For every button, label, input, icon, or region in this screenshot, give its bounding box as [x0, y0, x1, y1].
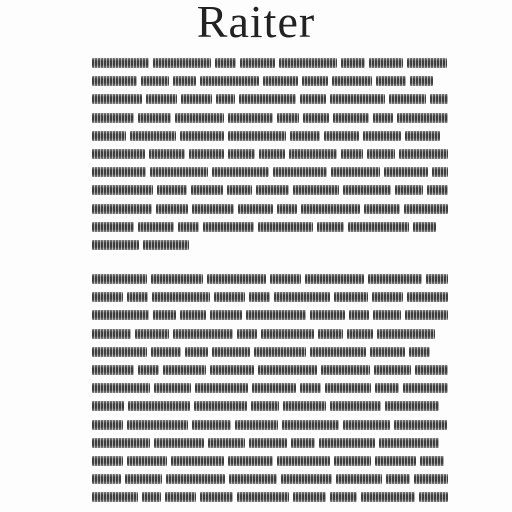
text-word [373, 113, 393, 123]
text-word [138, 222, 174, 232]
text-word [281, 474, 332, 484]
text-line [92, 416, 448, 434]
text-word [92, 149, 145, 159]
text-word [154, 438, 204, 448]
text-word [92, 113, 134, 123]
text-word [238, 204, 273, 214]
text-word [175, 113, 224, 123]
text-word [228, 149, 255, 159]
text-word [237, 329, 257, 339]
text-word [343, 185, 391, 195]
text-word [330, 94, 385, 104]
text-word [301, 204, 360, 214]
text-word [343, 420, 390, 430]
text-word [92, 185, 153, 195]
text-word [92, 329, 131, 339]
text-word [318, 329, 343, 339]
text-word [228, 456, 273, 466]
text-word [283, 401, 326, 411]
text-word [163, 365, 206, 375]
text-line [92, 145, 448, 163]
text-word [399, 149, 448, 159]
text-word [92, 420, 123, 430]
text-word [92, 240, 139, 250]
text-word [369, 58, 403, 68]
text-word [156, 204, 188, 214]
text-word [364, 204, 400, 214]
text-word [173, 76, 196, 86]
text-word [143, 240, 189, 250]
text-word [274, 292, 330, 302]
text-word [420, 456, 444, 466]
text-word [127, 292, 148, 302]
text-word [273, 167, 327, 177]
text-word [214, 292, 245, 302]
text-word [379, 438, 439, 448]
text-word [325, 383, 371, 393]
text-line [92, 163, 448, 181]
text-word [208, 438, 245, 448]
text-word [185, 347, 208, 357]
text-word [394, 420, 447, 430]
text-word [289, 149, 337, 159]
text-word [332, 76, 372, 86]
text-word [210, 310, 242, 320]
text-word [130, 131, 176, 141]
text-word [348, 222, 409, 232]
text-line [92, 72, 448, 90]
text-word [385, 401, 439, 411]
text-word [293, 185, 339, 195]
text-word [405, 310, 448, 320]
text-word [249, 438, 287, 448]
text-word [192, 420, 231, 430]
text-word [212, 167, 269, 177]
text-line [92, 109, 448, 127]
text-word [331, 167, 380, 177]
text-word [279, 58, 337, 68]
text-word [194, 401, 247, 411]
text-word [154, 383, 191, 393]
text-line [92, 306, 448, 324]
text-word [254, 347, 306, 357]
text-word [180, 310, 206, 320]
text-word [375, 456, 416, 466]
text-word [310, 310, 345, 320]
text-word [305, 274, 364, 284]
text-word [330, 401, 381, 411]
text-word [290, 131, 320, 141]
text-word [324, 131, 359, 141]
text-word [427, 185, 448, 195]
text-word [125, 474, 162, 484]
text-word [228, 113, 273, 123]
text-word [149, 149, 185, 159]
text-word [92, 131, 126, 141]
text-word [181, 94, 212, 104]
text-word [228, 131, 286, 141]
text-word [92, 474, 121, 484]
paragraph-1 [92, 54, 448, 254]
text-word [341, 58, 365, 68]
text-word [212, 347, 250, 357]
text-word [386, 474, 410, 484]
paragraph-2 [92, 270, 448, 506]
text-word [152, 292, 210, 302]
text-word [92, 492, 138, 502]
text-word [263, 76, 298, 86]
text-word [373, 310, 401, 320]
text-word [409, 347, 430, 357]
text-word [92, 94, 142, 104]
text-word [92, 456, 123, 466]
text-word [229, 474, 277, 484]
text-word [347, 329, 373, 339]
document-title: Raiter [196, 0, 316, 47]
text-word [92, 347, 147, 357]
text-word [92, 274, 147, 284]
text-word [210, 365, 254, 375]
text-word [368, 274, 422, 284]
text-word [92, 58, 149, 68]
text-line [92, 397, 448, 415]
text-word [215, 58, 236, 68]
text-word [135, 329, 169, 339]
text-word [415, 365, 448, 375]
text-word [151, 274, 203, 284]
text-word [141, 76, 169, 86]
text-word [216, 94, 235, 104]
text-word [397, 113, 448, 123]
text-word [403, 383, 448, 393]
text-word [142, 492, 161, 502]
text-word [92, 222, 134, 232]
text-word [419, 492, 448, 502]
text-word [150, 167, 208, 177]
text-word [414, 474, 448, 484]
text-word [317, 222, 344, 232]
text-line [92, 379, 448, 397]
text-word [92, 310, 149, 320]
text-word [192, 204, 234, 214]
text-word [166, 474, 225, 484]
text-word [377, 329, 435, 339]
text-word [165, 492, 196, 502]
text-word [237, 492, 289, 502]
text-word [138, 113, 171, 123]
text-word [92, 76, 137, 86]
text-word [178, 222, 199, 232]
text-word [300, 383, 321, 393]
text-word [138, 365, 159, 375]
text-word [407, 292, 448, 302]
text-word [374, 365, 411, 375]
text-line [92, 288, 448, 306]
text-line [92, 434, 448, 452]
text-line [92, 343, 448, 361]
text-word [341, 149, 363, 159]
text-word [189, 149, 224, 159]
text-line [92, 325, 448, 343]
text-line [92, 90, 448, 108]
text-word [249, 292, 270, 302]
text-word [349, 310, 369, 320]
text-word [277, 204, 297, 214]
text-word [370, 347, 405, 357]
text-line [92, 236, 448, 254]
text-word [191, 185, 223, 195]
text-word [426, 274, 448, 284]
text-word [235, 420, 278, 430]
text-word [405, 131, 440, 141]
text-word [171, 456, 224, 466]
text-word [430, 94, 448, 104]
text-word [277, 113, 299, 123]
text-line [92, 452, 448, 470]
text-word [128, 401, 190, 411]
text-word [127, 420, 188, 430]
text-word [92, 383, 150, 393]
text-word [246, 310, 306, 320]
text-word [333, 113, 369, 123]
text-word [92, 365, 134, 375]
text-line [92, 200, 448, 218]
text-word [157, 185, 187, 195]
text-word [153, 58, 211, 68]
text-word [180, 131, 224, 141]
text-word [92, 292, 123, 302]
text-word [372, 292, 403, 302]
text-word [151, 347, 181, 357]
text-word [319, 438, 375, 448]
text-word [410, 76, 433, 86]
text-word [92, 438, 150, 448]
text-word [277, 456, 330, 466]
text-line [92, 270, 448, 288]
text-word [239, 94, 296, 104]
text-word [92, 167, 146, 177]
text-word [302, 76, 328, 86]
text-line [92, 54, 448, 72]
text-word [361, 492, 415, 502]
text-word [92, 204, 152, 214]
text-word [363, 131, 401, 141]
text-word [240, 58, 275, 68]
text-word [256, 185, 289, 195]
text-word [330, 492, 357, 502]
text-word [195, 383, 248, 393]
text-word [270, 274, 301, 284]
text-word [173, 329, 233, 339]
text-word [252, 383, 296, 393]
text-word [367, 149, 395, 159]
text-word [127, 456, 167, 466]
text-word [251, 401, 279, 411]
text-word [146, 94, 177, 104]
text-word [432, 167, 448, 177]
text-word [153, 310, 176, 320]
text-word [336, 474, 382, 484]
text-word [334, 456, 371, 466]
text-word [413, 222, 436, 232]
text-word [384, 167, 428, 177]
text-word [92, 401, 124, 411]
text-word [227, 185, 252, 195]
text-word [291, 438, 315, 448]
text-word [259, 149, 285, 159]
text-line [92, 181, 448, 199]
text-line [92, 218, 448, 236]
text-word [395, 185, 423, 195]
text-word [321, 365, 370, 375]
text-word [203, 222, 254, 232]
text-word [282, 420, 339, 430]
text-word [389, 94, 426, 104]
text-line [92, 127, 448, 145]
text-word [207, 274, 266, 284]
text-word [300, 94, 326, 104]
text-word [407, 58, 447, 68]
text-word [376, 76, 406, 86]
text-word [310, 347, 366, 357]
text-word [334, 292, 368, 302]
text-line [92, 488, 448, 506]
text-word [375, 383, 399, 393]
text-word [258, 365, 317, 375]
text-line [92, 470, 448, 488]
text-word [293, 492, 326, 502]
text-word [200, 76, 259, 86]
text-word [200, 492, 233, 502]
text-word [261, 329, 314, 339]
text-line [92, 361, 448, 379]
text-word [303, 113, 329, 123]
text-word [404, 204, 448, 214]
text-word [258, 222, 313, 232]
